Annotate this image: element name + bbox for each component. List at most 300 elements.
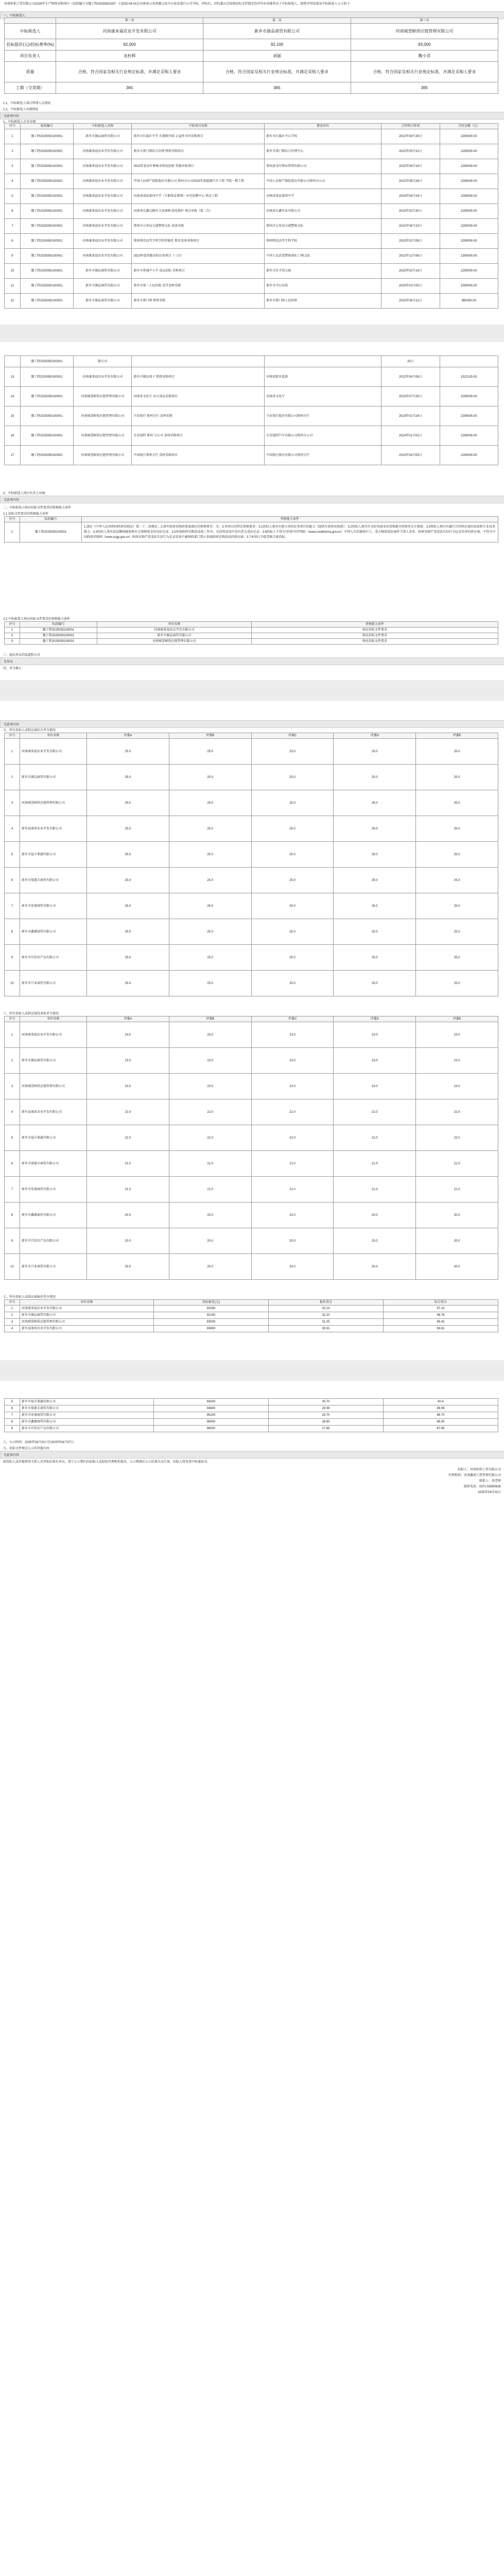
price-row-cell: 94200	[154, 1399, 269, 1405]
price-row-cell: 8	[5, 1419, 20, 1426]
performance-row-cell: 河南省文化厅 办公用品采购项目	[132, 387, 265, 406]
response-row-cell: 豫工程2025050100001	[20, 639, 97, 645]
performance-row-cell: 6	[5, 204, 21, 219]
score-a-row-cell: 25.0	[251, 945, 334, 971]
performance-header: 序号	[5, 124, 21, 129]
score-a-row-cell: 25.0	[87, 765, 169, 790]
score-b-row-cell: 20.0	[169, 1202, 251, 1228]
section-2-title: 二、中标候选人响应招标文件要求的资格能力条件	[3, 506, 72, 510]
performance-row-cell: 豫工程2025050100001	[20, 249, 73, 264]
score-a-row-cell: 25.0	[87, 842, 169, 868]
score-b-row-cell: 21.0	[87, 1151, 169, 1177]
section-1-2: 1.2、中标候选人业绩情况	[3, 108, 39, 111]
performance-row-cell: 河南康来福农业开发有限公司	[74, 367, 132, 387]
score-b-row-cell: 20.0	[251, 1254, 334, 1280]
score-a-row-cell: 25.0	[169, 868, 251, 893]
performance-row	[5, 129, 498, 144]
performance-row	[5, 219, 498, 234]
price-row-cell: 96000	[154, 1426, 269, 1432]
performance-header: 建设单位	[265, 124, 381, 129]
qualification-header: 资格能力条件	[82, 517, 498, 522]
score-b-row-cell: 21.0	[334, 1177, 416, 1202]
score-b-row-cell: 22.0	[334, 1099, 416, 1125]
page-break-2	[0, 680, 504, 701]
candidate-row-cell: 河南城誉鲜供应链管理有限公司	[351, 24, 498, 39]
performance-row-cell: 中国人民武装警察部队 门峡支队	[265, 249, 381, 264]
performance-row-cell: 豫工程2025050100001	[20, 144, 73, 159]
response-row-cell: 响应招标文件要求	[252, 639, 498, 645]
performance-row-cell	[5, 356, 21, 367]
score-a-row-cell: 9	[5, 945, 20, 971]
performance-row-cell: 豫工程2025050100001	[20, 446, 73, 465]
score-b-row-cell: 23.0	[251, 1022, 334, 1048]
performance-row-cell: 河南康来福农业开发有限公司	[74, 144, 132, 159]
score-table-b	[4, 1016, 498, 1280]
publicity-time: 八、公示时间：2025年04月03日至2025年04月07日	[3, 1441, 74, 1444]
performance-row-cell: 新乡市源品商贸有限公司	[74, 279, 132, 294]
performance-row-cell	[132, 356, 265, 367]
performance-row-cell: 兴业银行股份有限公司郑州分行	[265, 406, 381, 426]
score-b-row-cell: 21.0	[251, 1151, 334, 1177]
performance-row-cell: 15	[5, 406, 21, 426]
score-a-row-cell: 25.0	[334, 919, 416, 945]
score-a-row-cell: 新乡市百信农产品有限公司	[20, 945, 87, 971]
price-row	[5, 1306, 498, 1312]
performance-header: 合同金额（元）	[440, 124, 498, 129]
performance-row-cell: 2022年08月29日	[381, 129, 440, 144]
price-row-cell: 河南城誉鲜供应链管理有限公司	[20, 1319, 154, 1326]
performance-row-cell: 2290000.00	[440, 426, 498, 446]
score-b-row	[5, 1074, 498, 1099]
score-b-row-cell: 2	[5, 1048, 20, 1074]
price-row-cell: 32.10	[269, 1312, 384, 1319]
score-a-row-cell: 25.0	[87, 739, 169, 765]
score-b-row-cell: 22.0	[169, 1099, 251, 1125]
section-3-title: 三、提出异议的渠道和方式	[3, 654, 41, 657]
performance-row-cell: 2024年04月24日	[381, 189, 440, 204]
price-header: 单位名称	[20, 1300, 154, 1306]
score-a-row-cell: 新乡市鼎惠丰商贸有限公司	[20, 868, 87, 893]
score-a-row-cell: 25.0	[251, 893, 334, 919]
price-row	[5, 1426, 498, 1432]
candidate-row-cell: 365	[351, 82, 498, 94]
price-row-cell: 7	[5, 1412, 20, 1419]
price-header: 报价得分	[269, 1300, 384, 1306]
price-row-cell: 新乡市福丰果蔬有限公司	[20, 1399, 154, 1405]
qualification-table	[4, 516, 498, 543]
score-a-row-cell: 25.0	[169, 816, 251, 842]
performance-row-cell: 10	[5, 264, 21, 279]
score-a-row-cell: 25.0	[334, 765, 416, 790]
performance-row-cell: 3	[5, 159, 21, 174]
closing-text: 如投标人或其他利害关系人对评标结果有异议，请于公示期内向招标人或招标代理机构提出。公示期满后公示结果自动生效，招标人将发放中标通知书。	[3, 1461, 211, 1464]
score-b-row-cell: 23.0	[416, 1074, 498, 1099]
price-row-cell: 30.91	[269, 1326, 384, 1332]
performance-row-cell: 豫工程2025050100001	[20, 294, 73, 309]
performance-row-cell: 2290000.00	[440, 406, 498, 426]
performance-row-cell: 河南城誉鲜供应链管理有限公司	[74, 387, 132, 406]
candidate-header	[5, 18, 56, 24]
score-b-header: 评委B	[169, 1016, 251, 1022]
performance-row-cell: 4	[5, 174, 21, 189]
performance-row-cell: 河南省东鑫实业有限公司	[265, 204, 381, 219]
score-a-row-cell: 25.0	[251, 842, 334, 868]
response-row-cell: 1	[5, 628, 20, 633]
score-a-row	[5, 842, 498, 868]
price-row-cell: 95.42	[384, 1319, 498, 1326]
performance-row-cell: 豫工程2025050100001	[20, 204, 73, 219]
score-a-row-cell: 25.0	[169, 765, 251, 790]
response-row-cell: 河南康来福农业开发有限公司	[97, 628, 252, 633]
section-9-title: 九、招标文件规定公示的其他内容	[3, 1447, 50, 1450]
score-a-row	[5, 893, 498, 919]
performance-row-cell: 9	[5, 249, 21, 264]
score-b-row-cell: 21.0	[169, 1177, 251, 1202]
performance-row-cell: 16	[5, 426, 21, 446]
performance-row-cell: 河南城誉鲜供应链管理有限公司	[74, 426, 132, 446]
score-b-row-cell: 22.0	[334, 1125, 416, 1151]
price-row-cell: 28.90	[269, 1419, 384, 1426]
score-b-row-cell: 20.0	[169, 1254, 251, 1280]
qualification-header: 序号	[5, 517, 20, 522]
score-b-row-cell: 23.0	[169, 1048, 251, 1074]
performance-row-cell: 1522125.00	[440, 367, 498, 387]
performance-row-cell: 豫工程2025050100001	[20, 174, 73, 189]
candidate-row-cell: 93,000	[351, 39, 498, 50]
score-a-row-cell: 25.0	[87, 919, 169, 945]
score-b-row-cell: 22.0	[251, 1099, 334, 1125]
performance-row-cell: 河南康来福农业开发有限公司	[74, 189, 132, 204]
price-row-cell: 97.14	[384, 1306, 498, 1312]
score-b-row-cell: 新乡市宏盛商贸有限公司	[20, 1177, 87, 1202]
price-row-cell: 92000	[154, 1306, 269, 1312]
score-b-row	[5, 1125, 498, 1151]
sig-phone: 联系电话：0371-55990926	[463, 1485, 501, 1488]
score-a-header: 评委D	[334, 733, 416, 739]
performance-header: 中标候选人名称	[74, 124, 132, 129]
candidate-row	[5, 24, 498, 39]
score-a-row-cell: 6	[5, 868, 20, 893]
performance-row-cell: 2022年黄金叶种植业科技创新 奖励补助项目	[132, 159, 265, 174]
performance-row	[5, 189, 498, 204]
score-b-row	[5, 1048, 498, 1074]
performance-row	[5, 367, 498, 387]
candidate-header: 第二名	[203, 18, 351, 24]
response-header: 单位名称	[97, 622, 252, 628]
performance-row-cell: 2023年07月26日	[381, 387, 440, 406]
price-row-cell: 93000	[154, 1319, 269, 1326]
performance-row	[5, 144, 498, 159]
score-a-row	[5, 919, 498, 945]
price-row-cell: 河南康来福农业开发有限公司	[20, 1306, 154, 1312]
score-a-row-cell: 25.0	[334, 816, 416, 842]
performance-row-cell: 2290000.00	[440, 264, 498, 279]
performance-row-cell: 7	[5, 219, 21, 234]
performance-row-cell: 2023年度智能高校应用项目（三次）	[132, 249, 265, 264]
price-row-cell: 89.99	[384, 1405, 498, 1412]
price-row-cell: 90.4	[384, 1399, 498, 1405]
score-a-row-cell: 25.0	[87, 945, 169, 971]
score-a-row-cell: 25.0	[251, 816, 334, 842]
performance-row	[5, 426, 498, 446]
performance-row-cell: 2290000.00	[440, 204, 498, 219]
score-b-row-cell: 22.0	[416, 1125, 498, 1151]
response-row-cell: 豫工程2025050100001	[20, 633, 97, 639]
price-row-cell: 89.70	[384, 1412, 498, 1419]
response-row	[5, 639, 498, 645]
performance-row-cell: 河南城誉鲜供应链管理有限公司	[74, 446, 132, 465]
performance-row-cell: 豫工程2025050100001	[20, 159, 73, 174]
price-row-cell: 88.30	[384, 1419, 498, 1426]
performance-row-cell: 新乡市源品商贸有限公司	[74, 264, 132, 279]
score-a-row-cell: 25.0	[334, 971, 416, 996]
score-a-row-cell: 25.0	[169, 893, 251, 919]
score-a-row-cell: 25.0	[334, 739, 416, 765]
performance-row-cell: 新乡市源品商贸有限公司	[74, 129, 132, 144]
score-a-header: 评委E	[416, 733, 498, 739]
performance-row-cell: 新乡市红旗区中心学校	[265, 129, 381, 144]
score-b-row-cell: 20.0	[87, 1202, 169, 1228]
performance-row	[5, 159, 498, 174]
performance-row-cell: 长安福特 郑州 分公司 食材采购项目	[132, 426, 265, 446]
performance-row-cell: 2290000.00	[440, 234, 498, 249]
candidate-table	[4, 18, 498, 94]
performance-row-cell: 兴业银行 郑州分行 食材采购	[132, 406, 265, 426]
price-table	[4, 1299, 498, 1332]
performance-row-cell: 豫工程2025050100001	[20, 426, 73, 446]
candidate-row	[5, 82, 498, 94]
score-table-a	[4, 733, 498, 996]
score-b-row-cell: 20.0	[416, 1202, 498, 1228]
response-table	[4, 621, 498, 645]
performance-row-cell: 郑州黄金叶物业管理有限公司	[265, 159, 381, 174]
price-row	[5, 1405, 498, 1412]
score-a-row-cell: 25.0	[416, 919, 498, 945]
price-row-cell: 新乡市百信农产品有限公司	[20, 1426, 154, 1432]
performance-row-cell: 河南康来福农业开发有限公司	[74, 234, 132, 249]
score-a-row-cell: 25.0	[87, 893, 169, 919]
price-row-cell: 30.70	[269, 1399, 384, 1405]
price-row-cell: 新乡市鼎惠丰商贸有限公司	[20, 1405, 154, 1412]
performance-row-cell: 河南康来福农业开发有限公司	[74, 249, 132, 264]
performance-row-cell: 河南康来福农业开发有限公司	[74, 204, 132, 219]
performance-row-cell: 新乡市普通中小学 食品招标 采购项目	[132, 264, 265, 279]
response-row-cell: 河南城誉鲜供应链管理有限公司	[97, 639, 252, 645]
performance-row-cell: 14	[5, 387, 21, 406]
performance-row	[5, 204, 498, 219]
score-b-row-cell: 10	[5, 1254, 20, 1280]
score-b-row-cell: 22.0	[87, 1099, 169, 1125]
score-a-row-cell: 7	[5, 893, 20, 919]
candidate-row-cell: 项目负责人	[5, 50, 56, 62]
score-a-row-cell: 25.0	[334, 945, 416, 971]
score-a-row-cell: 25.0	[251, 765, 334, 790]
score-a-row-cell: 2	[5, 765, 20, 790]
performance-row-cell: 2024年01月02日	[381, 426, 440, 446]
qual-no: 1	[5, 522, 20, 543]
sig-date: 2025年04月02日	[478, 1491, 501, 1494]
score-b-row-cell: 20.0	[251, 1228, 334, 1254]
performance-row	[5, 249, 498, 264]
performance-row-cell: 新乡市洪门镇 物资采购	[132, 294, 265, 309]
score-a-row-cell: 25.0	[251, 868, 334, 893]
performance-row-cell: 新乡市洪门镇综合治理中心	[265, 144, 381, 159]
performance-row-cell: 2290000.00	[440, 387, 498, 406]
response-row-cell: 响应招标文件要求	[252, 633, 498, 639]
performance-row-cell: 12	[5, 294, 21, 309]
score-a-row	[5, 739, 498, 765]
performance-row-cell	[440, 356, 498, 367]
performance-row-cell: 2023年02月08日	[381, 234, 440, 249]
score-b-row-cell: 23.0	[87, 1048, 169, 1074]
candidate-row	[5, 39, 498, 50]
performance-row-cell: 980000.00	[440, 294, 498, 309]
performance-row-cell: 20日	[381, 356, 440, 367]
score-b-row-cell: 21.0	[251, 1177, 334, 1202]
score-b-row-cell: 21.0	[416, 1151, 498, 1177]
score-a-row-cell: 新乡市宏盛商贸有限公司	[20, 893, 87, 919]
performance-row-cell: 豫工程2025050100001	[20, 189, 73, 204]
performance-row-cell: 2023年03月05日	[381, 279, 440, 294]
score-b-row-cell: 1	[5, 1022, 20, 1048]
performance-row-cell: 河南康来福农业开发有限公司	[74, 159, 132, 174]
score-a-row-cell: 新乡市兴业商贸有限公司	[20, 971, 87, 996]
score-a-header: 评委B	[169, 733, 251, 739]
performance-row-cell: 11	[5, 279, 21, 294]
performance-row-cell: 豫工程2025050100001	[20, 387, 73, 406]
performance-row	[5, 356, 498, 367]
performance-row-cell: 2022年12月06日	[381, 249, 440, 264]
qual-section-no: 豫工程2025050100001	[20, 522, 82, 543]
score-a-row-cell: 25.0	[416, 945, 498, 971]
score-b-row	[5, 1177, 498, 1202]
score-b-row-cell: 23.0	[416, 1022, 498, 1048]
score-a-row-cell: 新乡市源品商贸有限公司	[20, 765, 87, 790]
price-header: 序号	[5, 1300, 20, 1306]
score-a-row-cell: 25.0	[87, 790, 169, 816]
score-b-row-cell: 新乡市源品商贸有限公司	[20, 1048, 87, 1074]
performance-row-cell: 2022年04月08日	[381, 367, 440, 387]
score-a-row-cell: 25.0	[169, 919, 251, 945]
price-row-cell: 9	[5, 1426, 20, 1432]
performance-row-cell: 1590000.00	[440, 279, 498, 294]
performance-row-cell: 2022年06月22日	[381, 219, 440, 234]
response-row-cell: 3	[5, 639, 20, 645]
performance-row-cell: 郑州师范高等专科学校智能化 教育设备采购项目	[132, 234, 265, 249]
score-b-row-cell: 23.0	[169, 1022, 251, 1048]
score-b-header: 评委D	[334, 1016, 416, 1022]
performance-row	[5, 294, 498, 309]
price-row-cell: 1	[5, 1306, 20, 1312]
score-b-row-cell: 3	[5, 1074, 20, 1099]
performance-row-cell: 豫工程2025050100001	[20, 264, 73, 279]
section-9-none: 无此项内容	[0, 1451, 504, 1459]
performance-row-cell: 2022年08月28日	[381, 174, 440, 189]
score-a-row-cell: 25.0	[416, 868, 498, 893]
score-a-row	[5, 971, 498, 996]
score-a-row-cell: 25.0	[87, 868, 169, 893]
price-row-cell: 94800	[154, 1405, 269, 1412]
performance-row-cell: 限公司	[74, 356, 132, 367]
performance-row-cell: 新乡市第一人民医院 食堂食材采购	[132, 279, 265, 294]
price-row-cell: 31.25	[269, 1319, 384, 1326]
candidate-row	[5, 62, 498, 82]
performance-row	[5, 279, 498, 294]
price-row-cell: 96.78	[384, 1312, 498, 1319]
performance-row-cell: 中国银行郑州分行 食材采购项目	[132, 446, 265, 465]
candidate-row-cell: 河南康来福农业开发有限公司	[56, 24, 203, 39]
score-b-row-cell: 23.0	[251, 1074, 334, 1099]
response-row-cell: 豫工程2025050100001	[20, 628, 97, 633]
candidate-row-cell: 刘丽	[203, 50, 351, 62]
score-a-header: 单位名称	[20, 733, 87, 739]
score-b-row-cell: 23.0	[416, 1048, 498, 1074]
candidate-row-cell: 92,100	[203, 39, 351, 50]
section-5-title: 五、所有投标人或供应商综合评分情况	[3, 729, 56, 732]
price-continued-section	[0, 1398, 504, 1432]
price-row-cell: 92100	[154, 1312, 269, 1319]
score-b-row-cell: 23.0	[87, 1074, 169, 1099]
price-row-cell: 87.85	[384, 1426, 498, 1432]
response-row-cell: 2	[5, 633, 20, 639]
candidate-row-cell: 合格，符合国家及相关行业规定标准，并满足采购人要求	[203, 62, 351, 82]
score-a-row-cell: 河南城誉鲜供应链管理有限公司	[20, 790, 87, 816]
score-b-row-cell: 22.0	[87, 1125, 169, 1151]
performance-row-cell: 2022年08月19日	[381, 159, 440, 174]
performance-row-cell: 2023年06月12日	[381, 294, 440, 309]
response-header: 标段编号	[20, 622, 97, 628]
price-header: 综合得分	[384, 1300, 498, 1306]
score-b-row-cell: 22.0	[251, 1125, 334, 1151]
response-row-cell: 响应招标文件要求	[252, 628, 498, 633]
performance-row-cell: 2023年01月24日	[381, 406, 440, 426]
score-b-row-cell: 河南康来福农业开发有限公司	[20, 1022, 87, 1048]
performance-row-cell: 新乡市洪门镇人民政府	[265, 294, 381, 309]
score-b-header: 评委A	[87, 1016, 169, 1022]
performance-row-cell: 1	[5, 129, 21, 144]
score-a-row-cell: 25.0	[416, 971, 498, 996]
price-row-cell: 2	[5, 1312, 20, 1319]
section-2-2: 2.2 中标候选人响应招标文件要求的资格能力条件	[3, 618, 71, 621]
performance-row-cell: 2290000.00	[440, 174, 498, 189]
score-a-row-cell: 25.0	[169, 842, 251, 868]
candidate-header: 第一名	[56, 18, 203, 24]
price-row-cell: 6	[5, 1405, 20, 1412]
score-b-row-cell: 20.0	[87, 1228, 169, 1254]
price-header: 投标报价(元)	[154, 1300, 269, 1306]
response-header: 序号	[5, 622, 20, 628]
score-b-row-cell: 新乡市鑫源商贸有限公司	[20, 1202, 87, 1228]
score-b-header: 单位名称	[20, 1016, 87, 1022]
score-a-row-cell: 河南康来福农业开发有限公司	[20, 739, 87, 765]
score-b-row	[5, 1151, 498, 1177]
performance-row	[5, 406, 498, 426]
performance-row-cell: 新乡市红旗区中学 有源图书馆 公益性书刊采购项目	[132, 129, 265, 144]
score-b-row-cell: 22.0	[416, 1099, 498, 1125]
price-row-cell: 3	[5, 1319, 20, 1326]
performance-row	[5, 264, 498, 279]
section-6-title: 六、所有投标人或供应商技术标评分情况	[3, 1012, 59, 1015]
score-b-row-cell: 8	[5, 1202, 20, 1228]
score-a-row-cell: 25.0	[251, 971, 334, 996]
score-b-row-cell: 6	[5, 1151, 20, 1177]
price-row-cell: 95100	[154, 1412, 269, 1419]
section-7-title: 七、所有投标人或供应商报价得分情况	[3, 1296, 56, 1299]
performance-header: 合同签订时间	[381, 124, 440, 129]
score-a-row-cell: 25.0	[169, 739, 251, 765]
score-a-section	[0, 733, 504, 996]
score-b-row-cell: 21.0	[169, 1151, 251, 1177]
